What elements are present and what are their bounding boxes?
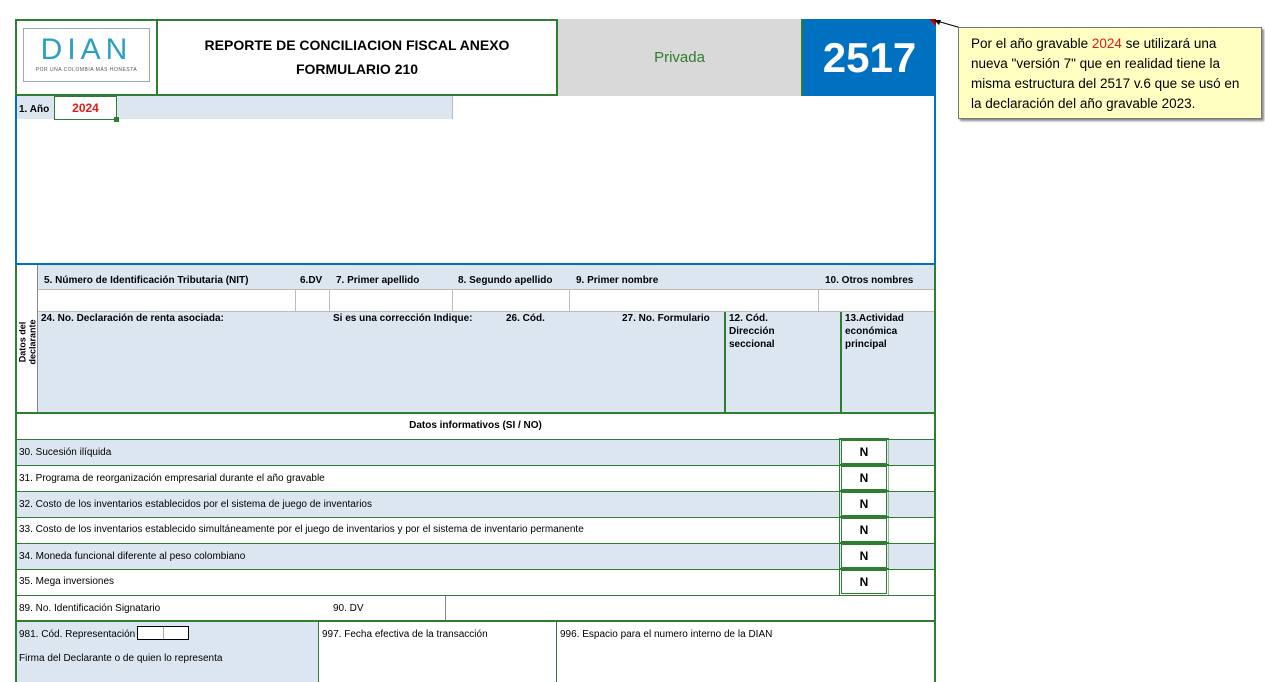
info-row-extra	[888, 466, 935, 491]
info-row-label: 34. Moneda funcional diferente al peso colombiano	[19, 551, 246, 562]
comment-note	[958, 27, 1262, 119]
info-row-label: 33. Costo de los inventarios establecido simultáneamente por el juego de inventarios y por el sistema de inventario permanente	[19, 524, 584, 535]
privacy-cell	[556, 19, 803, 96]
info-row-value[interactable]: N	[841, 544, 887, 568]
seccional-label: 12. Cód. Dirección seccional	[729, 313, 775, 350]
signatory-dv-label: 90. DV	[333, 603, 364, 614]
info-title: Datos informativos (SI / NO)	[409, 420, 542, 431]
info-row-label: 35. Mega inversiones	[19, 576, 115, 587]
declarant-side-label	[17, 310, 38, 374]
first-name-label: 9. Primer nombre	[576, 275, 659, 286]
info-row-label: 30. Sucesión ilíquida	[19, 447, 112, 458]
info-row-extra	[888, 570, 935, 595]
first-surname-label: 7. Primer apellido	[336, 275, 420, 286]
first-surname-field[interactable]	[330, 289, 453, 312]
info-row-extra	[888, 544, 935, 569]
year-section	[15, 96, 936, 265]
activity-label: 13.Actividad económica principal	[845, 313, 904, 350]
rep-code-divider	[163, 627, 164, 639]
signatory-id-label: 89. No. Identificación Signatario	[19, 603, 161, 614]
declaration-label: 24. No. Declaración de renta asociada:	[41, 313, 224, 324]
declaration-block[interactable]	[38, 312, 726, 412]
activity-block[interactable]	[842, 312, 934, 412]
info-row-extra	[888, 492, 935, 517]
info-row-label: 31. Programa de reorganización empresarial durante el año gravable	[19, 473, 325, 484]
nit-label: 5. Número de Identificación Tributaria (NIT)	[44, 275, 249, 286]
info-row-value[interactable]: N	[841, 570, 887, 594]
rep-code-field[interactable]	[137, 626, 189, 640]
note-prefix: Por el año gravable	[971, 36, 1092, 51]
code-label: 26. Cód.	[506, 313, 545, 324]
side-label-text: Datos del declarante	[17, 319, 38, 365]
transaction-date-label: 997. Fecha efectiva de la transacción	[322, 629, 488, 640]
form-no-label: 27. No. Formulario	[622, 313, 710, 324]
dian-logo	[23, 28, 150, 82]
year-input[interactable]	[54, 96, 117, 120]
rep-code-label: 981. Cód. Representación	[19, 629, 136, 640]
title-line-2: FORMULARIO 210	[295, 61, 419, 77]
signature-label: Firma del Declarante o de quien lo representa	[19, 653, 223, 664]
info-row	[17, 440, 934, 466]
other-names-field[interactable]	[819, 289, 934, 312]
form-number-cell	[803, 19, 936, 96]
nit-field[interactable]	[38, 289, 295, 312]
cell-handle-icon	[114, 117, 119, 122]
info-row-label: 32. Costo de los inventarios establecidos por el sistema de juego de inventarios	[19, 499, 372, 510]
info-row-value[interactable]: N	[841, 492, 887, 516]
signatory-id-field[interactable]	[445, 596, 934, 620]
info-row-value[interactable]: N	[841, 518, 887, 542]
second-surname-field[interactable]	[453, 289, 570, 312]
info-row	[17, 570, 934, 596]
info-title-row	[17, 414, 934, 440]
info-row-extra	[888, 440, 935, 465]
dv-label: 6.DV	[300, 275, 323, 286]
other-names-label: 10. Otros nombres	[825, 275, 914, 286]
dv-field[interactable]	[295, 289, 330, 312]
info-row-value[interactable]: N	[841, 466, 887, 490]
info-row-value[interactable]: N	[841, 440, 887, 464]
year-value: 2024	[72, 101, 99, 115]
first-name-field[interactable]	[570, 289, 819, 312]
correction-label: Si es una corrección Indique:	[333, 313, 473, 324]
form-title	[158, 33, 556, 81]
note-text: se utilizará una nueva "versión 7" que en realidad tiene la misma estructura del 2517 v.6 que se usó en la declaración del año gravable 2023.	[971, 36, 1240, 111]
seccional-block[interactable]	[726, 312, 842, 412]
dian-internal-label: 996. Espacio para el numero interno de la DIAN	[560, 629, 773, 640]
info-row-extra	[888, 518, 935, 543]
form-number: 2517	[822, 33, 917, 81]
second-surname-label: 8. Segundo apellido	[458, 275, 553, 286]
note-year: 2024	[1091, 36, 1122, 51]
logo-text: DIAN	[40, 33, 133, 66]
year-label: 1. Año	[19, 104, 50, 115]
title-line-1: REPORTE DE CONCILIACION FISCAL ANEXO	[204, 37, 510, 53]
privacy-label: Privada	[654, 49, 705, 66]
logo-tagline: POR UNA COLOMBIA MÁS HONESTA	[35, 67, 138, 73]
